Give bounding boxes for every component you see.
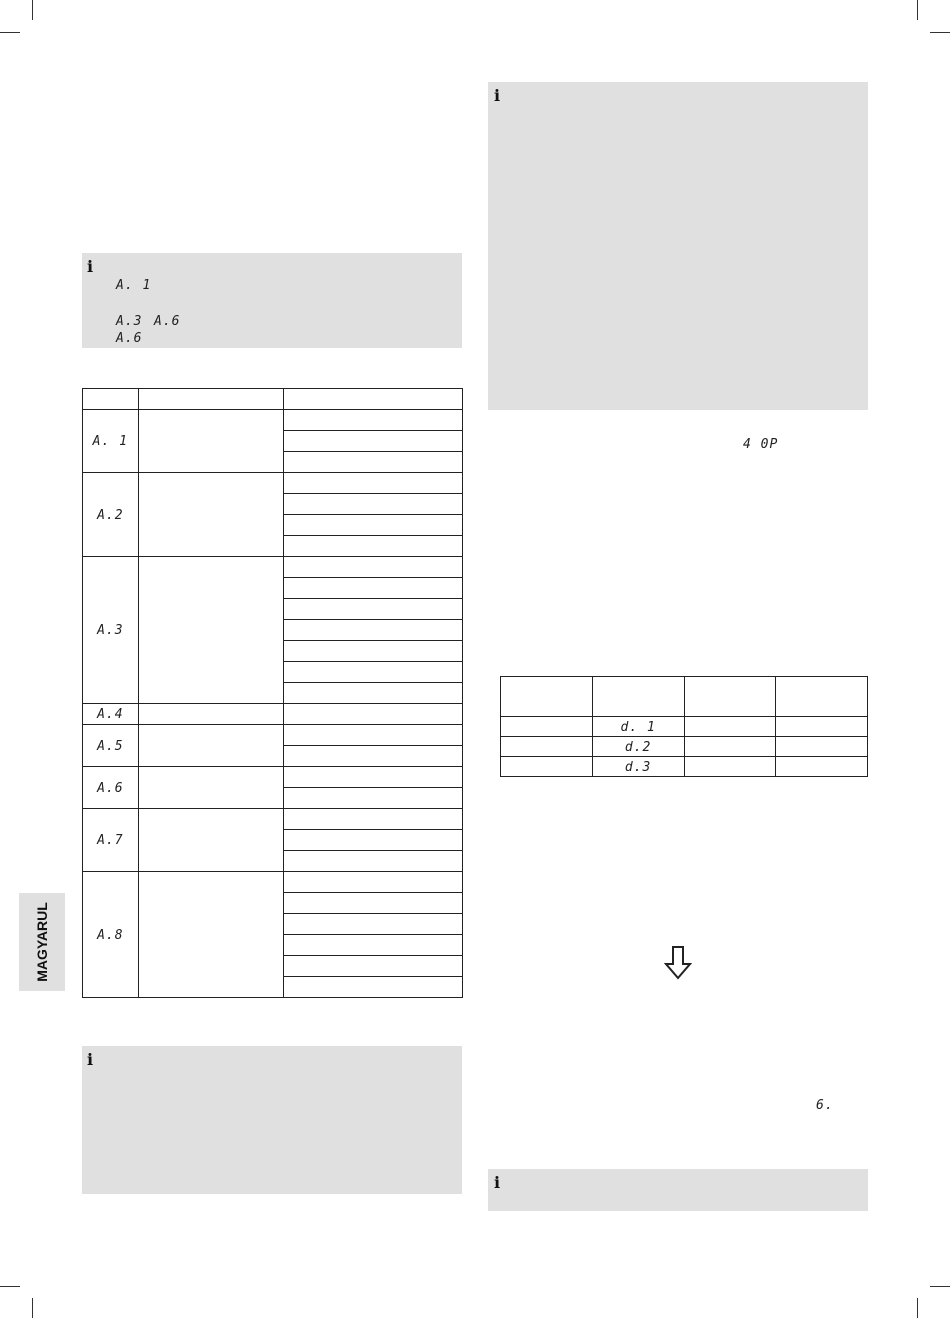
value-cell bbox=[284, 410, 463, 431]
value-cell bbox=[284, 746, 463, 767]
value-cell bbox=[776, 717, 868, 737]
d-codes-table bbox=[500, 676, 868, 777]
code-cell bbox=[83, 410, 139, 473]
value-cell bbox=[284, 473, 463, 494]
value-cell bbox=[284, 977, 463, 998]
description-cell bbox=[138, 473, 283, 557]
value-cell bbox=[284, 725, 463, 746]
value-cell bbox=[284, 788, 463, 809]
value-cell bbox=[284, 935, 463, 956]
display-code: A.6 bbox=[154, 314, 181, 329]
display-code: A. 1 bbox=[92, 434, 128, 449]
table-row bbox=[83, 704, 463, 725]
display-code: A.6 bbox=[116, 331, 143, 346]
crop-mark bbox=[930, 1286, 950, 1287]
value-cell bbox=[284, 494, 463, 515]
header-cell bbox=[501, 677, 593, 717]
display-code: A.5 bbox=[97, 738, 124, 754]
code-cell bbox=[83, 473, 139, 557]
info-box-bottom-left bbox=[82, 1046, 462, 1194]
table-row bbox=[83, 725, 463, 746]
table-row bbox=[83, 767, 463, 788]
table-row bbox=[83, 872, 463, 893]
value-cell bbox=[284, 767, 463, 788]
value-cell bbox=[284, 452, 463, 473]
header-cell bbox=[776, 677, 868, 717]
display-code: A. 1 bbox=[116, 278, 152, 293]
code-cell bbox=[592, 757, 684, 777]
code-cell bbox=[592, 717, 684, 737]
codes-table bbox=[82, 388, 463, 998]
display-code: A.6 bbox=[97, 780, 124, 796]
description-cell bbox=[138, 809, 283, 872]
crop-mark bbox=[930, 32, 950, 33]
display-code: 4 0P bbox=[743, 437, 779, 452]
description-cell bbox=[138, 872, 283, 998]
display-code: A.4 bbox=[97, 707, 124, 722]
value-cell bbox=[284, 662, 463, 683]
value-cell bbox=[684, 757, 776, 777]
crop-mark bbox=[917, 1298, 918, 1318]
value-cell bbox=[284, 599, 463, 620]
value-cell bbox=[284, 704, 463, 725]
value-cell bbox=[284, 620, 463, 641]
value-cell bbox=[284, 578, 463, 599]
value-cell bbox=[684, 717, 776, 737]
value-cell bbox=[501, 737, 593, 757]
header-cell bbox=[684, 677, 776, 717]
code-cell bbox=[83, 704, 139, 725]
info-box-bottom-right bbox=[488, 1169, 868, 1211]
header-cell bbox=[83, 389, 139, 410]
description-cell bbox=[138, 704, 283, 725]
table-row bbox=[501, 717, 868, 737]
display-code: A.3 bbox=[116, 314, 143, 329]
description-cell bbox=[138, 557, 283, 704]
display-code: d.3 bbox=[624, 759, 652, 775]
info-box-codes bbox=[82, 253, 462, 348]
value-cell bbox=[284, 914, 463, 935]
display-code: A.7 bbox=[97, 833, 124, 848]
language-label: MAGYARUL bbox=[34, 902, 50, 982]
value-cell bbox=[284, 809, 463, 830]
value-cell bbox=[284, 431, 463, 452]
value-cell bbox=[684, 737, 776, 757]
value-cell bbox=[284, 830, 463, 851]
code-cell bbox=[83, 872, 139, 998]
value-cell bbox=[284, 641, 463, 662]
down-arrow-icon bbox=[664, 946, 692, 980]
info-icon: i bbox=[87, 1050, 94, 1069]
code-cell bbox=[83, 725, 139, 767]
value-cell bbox=[501, 757, 593, 777]
display-code: 6. bbox=[816, 1098, 834, 1113]
display-code: d.2 bbox=[624, 739, 652, 755]
code-cell bbox=[83, 557, 139, 704]
table-row bbox=[501, 737, 868, 757]
value-cell bbox=[776, 757, 868, 777]
code-cell bbox=[592, 737, 684, 757]
value-cell bbox=[284, 851, 463, 872]
code-cell bbox=[83, 809, 139, 872]
crop-mark bbox=[32, 0, 33, 20]
description-cell bbox=[138, 725, 283, 767]
info-box-top-right bbox=[488, 82, 868, 410]
header-cell bbox=[138, 389, 283, 410]
table-row bbox=[83, 410, 463, 431]
value-cell bbox=[284, 536, 463, 557]
table-row bbox=[83, 473, 463, 494]
info-icon: i bbox=[494, 1173, 501, 1192]
info-icon: i bbox=[494, 86, 501, 105]
table-row bbox=[501, 757, 868, 777]
display-code: d. 1 bbox=[620, 719, 656, 735]
crop-mark bbox=[0, 32, 20, 33]
table-row bbox=[83, 557, 463, 578]
value-cell bbox=[284, 557, 463, 578]
header-cell bbox=[592, 677, 684, 717]
crop-mark bbox=[32, 1298, 33, 1318]
value-cell bbox=[776, 737, 868, 757]
description-cell bbox=[138, 410, 283, 473]
display-code: A.8 bbox=[97, 927, 124, 943]
value-cell bbox=[284, 956, 463, 977]
info-icon: i bbox=[87, 257, 94, 276]
value-cell bbox=[284, 683, 463, 704]
crop-mark bbox=[917, 0, 918, 20]
value-cell bbox=[284, 515, 463, 536]
code-cell bbox=[83, 767, 139, 809]
value-cell bbox=[284, 872, 463, 893]
description-cell bbox=[138, 767, 283, 809]
language-side-tab bbox=[19, 893, 65, 991]
display-code: A.2 bbox=[97, 507, 124, 523]
value-cell bbox=[501, 717, 593, 737]
display-code: A.3 bbox=[97, 623, 124, 638]
crop-mark bbox=[0, 1286, 20, 1287]
header-cell bbox=[284, 389, 463, 410]
table-row bbox=[83, 809, 463, 830]
value-cell bbox=[284, 893, 463, 914]
